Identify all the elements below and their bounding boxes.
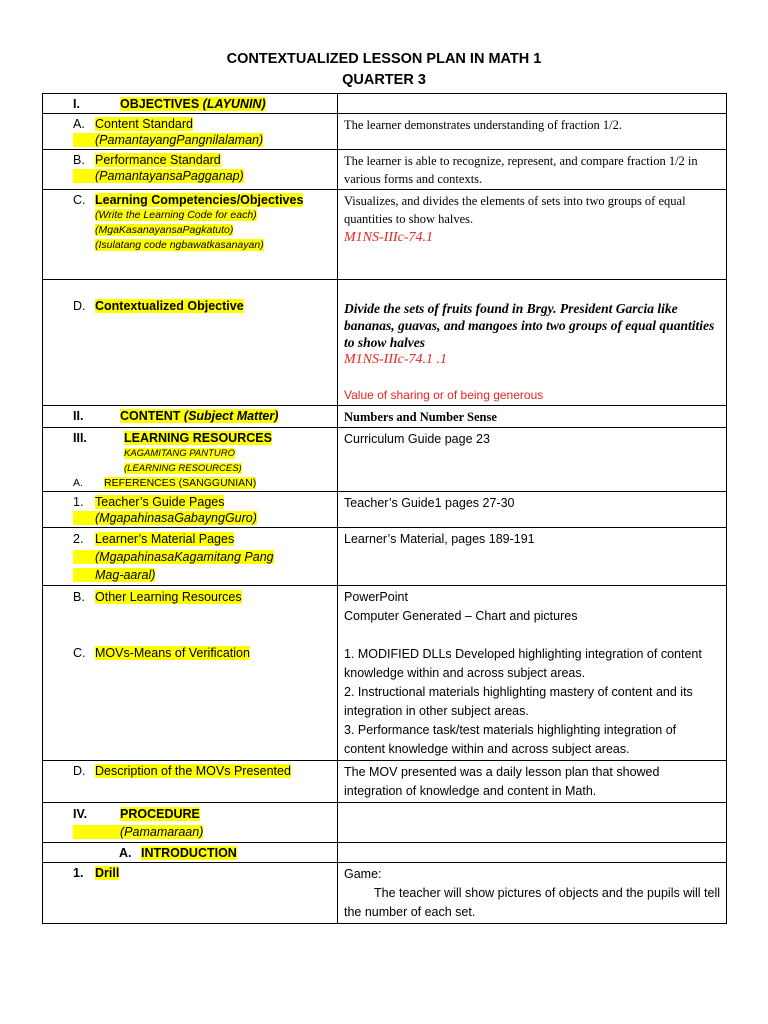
table-row (43, 150, 727, 190)
mov-item: 1. MODIFIED DLLs Developed highlighting integration of content knowledge within and across subject areas. (344, 647, 702, 680)
content-value: Numbers and Number Sense (338, 406, 727, 428)
performance-standard-value: The learner is able to recognize, represent, and compare fraction 1/2 in various forms and contexts. (338, 150, 727, 190)
table-row (43, 803, 727, 843)
objectives-header: I. OBJECTIVES (LAYUNIN) (43, 94, 338, 114)
learner-material-value: Learner’s Material, pages 189-191 (338, 528, 727, 586)
introduction-header: A. INTRODUCTION (43, 843, 338, 863)
table-row (43, 190, 727, 280)
table-row (43, 406, 727, 428)
table-row (43, 761, 727, 803)
table-row (43, 586, 727, 761)
content-standard-label: A. Content Standard (PamantayangPangnilalaman) (43, 114, 338, 150)
competencies-label: C. Learning Competencies/Objectives (Write the Learning Code for each) (MgaKasanayansaPagkatuto) (Isulatang code ngbawatkasanayan) (43, 190, 338, 280)
mov-item: 3. Performance task/test materials highlighting integration of content knowledge within and across subject areas. (344, 723, 677, 756)
table-row (43, 863, 727, 924)
contextualized-label: D. Contextualized Objective (43, 280, 338, 406)
teacher-guide-label: 1. Teacher’s Guide Pages (MgapahinasaGabayngGuro) (43, 492, 338, 528)
performance-standard-label: B. Performance Standard (PamantayansaPagganap) (43, 150, 338, 190)
resources-value: Curriculum Guide page 23 (338, 428, 727, 492)
other-resources-label: B. Other Learning Resources C. MOVs-Means of Verification (43, 586, 338, 761)
mov-desc-value: The MOV presented was a daily lesson plan that showed integration of knowledge and content in Math. (338, 761, 727, 803)
lesson-plan-table (42, 93, 727, 924)
table-row (43, 94, 727, 114)
contextualized-value: Divide the sets of fruits found in Brgy. President Garcia like bananas, guavas, and mangoes into two groups of equal quantities to show halves M1NS-IIIc-74.1 .1 Value of sharing or of being generous (338, 280, 727, 406)
table-row (43, 280, 727, 406)
drill-label: 1. Drill (43, 863, 338, 924)
procedure-header: IV. PROCEDURE (Pamamaraan) (43, 803, 338, 843)
table-row (43, 528, 727, 586)
page-title: CONTEXTUALIZED LESSON PLAN IN MATH 1 (226, 51, 542, 67)
content-header: II. CONTENT (Subject Matter) (43, 406, 338, 428)
drill-value: Game: The teacher will show pictures of objects and the pupils will tell the number of each set. (338, 863, 727, 924)
table-row (43, 843, 727, 863)
competencies-value: Visualizes, and divides the elements of sets into two groups of equal quantities to show halves. M1NS-IIIc-74.1 (338, 190, 727, 280)
resources-header: III. LEARNING RESOURCES KAGAMITANG PANTURO (LEARNING RESOURCES) A. REFERENCES (SANGGUNIAN) (43, 428, 338, 492)
mov-item: 2. Instructional materials highlighting mastery of content and its integration in other subject areas. (344, 685, 693, 718)
page-subtitle: QUARTER 3 (342, 72, 426, 88)
table-row (43, 428, 727, 492)
mov-desc-label: D. Description of the MOVs Presented (43, 761, 338, 803)
table-row (43, 114, 727, 150)
other-resources-value: PowerPoint Computer Generated – Chart and pictures 1. MODIFIED DLLs Developed highlighting integration of content knowledge within and across subject areas. 2. Instructional materials highlighting mastery of content and its integration in other subject areas. 3. Performance task/test materials highlighting integration of content knowledge within and across subject areas. (338, 586, 727, 761)
table-row (43, 492, 727, 528)
teacher-guide-value: Teacher’s Guide1 pages 27-30 (338, 492, 727, 528)
content-standard-value: The learner demonstrates understanding of fraction 1/2. (338, 114, 727, 150)
learner-material-label: 2. Learner’s Material Pages (MgapahinasaKagamitang Pang Mag-aaral) (43, 528, 338, 586)
